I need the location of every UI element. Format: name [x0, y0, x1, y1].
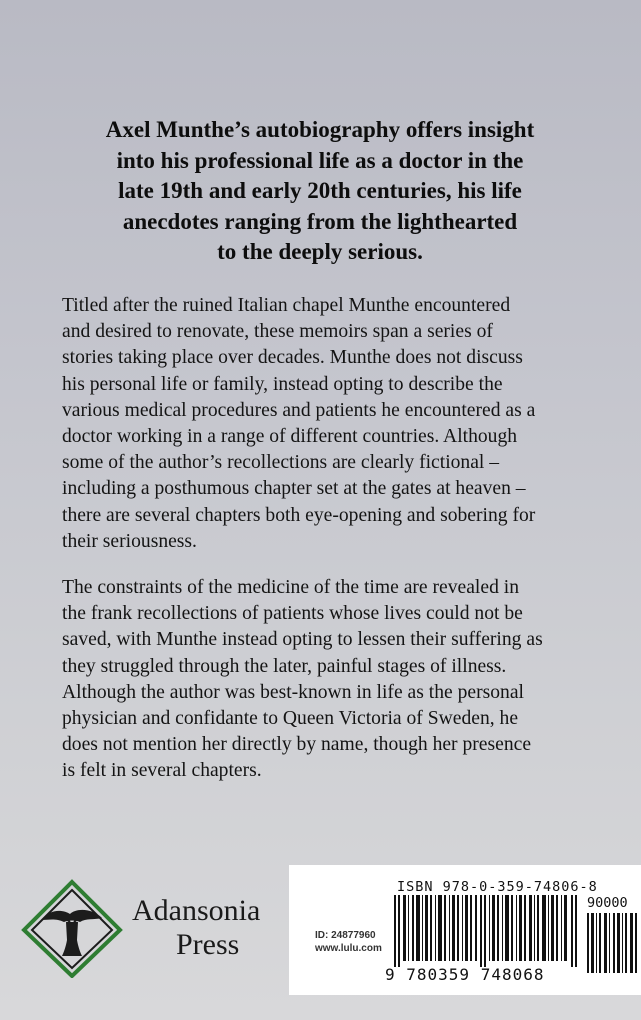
paragraph-line: physician and confidante to Queen Victoria of Sweden, he — [62, 708, 519, 730]
paragraph-line: some of the author’s recollections are clearly fictional – — [62, 452, 500, 474]
barcode-digits: 9 780359 748068 — [385, 965, 545, 984]
price-barcode — [587, 913, 639, 973]
paragraph-line: there are several chapters both eye-opening and sobering for — [62, 504, 536, 526]
paragraph-line: the frank recollections of patients whose lives could not be — [62, 603, 523, 625]
intro-line: Axel Munthe’s autobiography offers insight — [105, 117, 535, 142]
barcode-panel — [289, 865, 641, 995]
isbn-barcode — [394, 895, 580, 967]
intro-line: to the deeply serious. — [217, 239, 423, 264]
paragraph-line: stories taking place over decades. Munthe does not discuss — [62, 347, 523, 369]
baobab-tree-icon — [20, 878, 124, 978]
paragraph-line: saved, with Munthe instead opting to lessen their suffering as — [62, 629, 543, 651]
paragraph-line: is felt in several chapters. — [62, 760, 262, 782]
id-label: ID: 24877960 — [315, 930, 376, 941]
description-paragraph-1 — [62, 293, 622, 555]
publisher-logo — [20, 878, 270, 988]
paragraph-line: Although the author was best-known in life as the personal — [62, 681, 524, 703]
intro-line: anecdotes ranging from the lighthearted — [122, 208, 518, 234]
paragraph-line: his personal life or family, instead opting to describe the — [62, 373, 503, 395]
paragraph-line: and desired to renovate, these memoirs span a series of — [62, 321, 493, 343]
paragraph-line: does not mention her directly by name, though her presence — [62, 734, 532, 756]
intro-line: late 19th and early 20th centuries, his life — [118, 178, 522, 203]
paragraph-line: including a posthumous chapter set at the gates at heaven – — [62, 478, 526, 500]
paragraph-line: doctor working in a range of different countries. Although — [62, 426, 518, 448]
intro-line: into his professional life as a doctor in the — [116, 147, 524, 173]
description-paragraph-2 — [62, 575, 622, 785]
paragraph-line: their seriousness. — [62, 530, 197, 552]
paragraph-line: various medical procedures and patients he encountered as a — [62, 399, 536, 421]
site-label: www.lulu.com — [315, 943, 382, 954]
price-code: 90000 — [587, 895, 628, 911]
paragraph-line: The constraints of the medicine of the time are revealed in — [62, 577, 519, 598]
print-id — [315, 929, 382, 955]
intro-blurb — [60, 115, 580, 268]
paragraph-line: they struggled through the later, painful stages of illness. — [62, 655, 507, 677]
paragraph-line: Titled after the ruined Italian chapel Munthe encountered — [62, 295, 511, 316]
publisher-name: Adansonia — [132, 894, 261, 927]
publisher-sub: Press — [176, 928, 240, 961]
isbn-label: ISBN 978-0-359-74806-8 — [397, 879, 598, 895]
